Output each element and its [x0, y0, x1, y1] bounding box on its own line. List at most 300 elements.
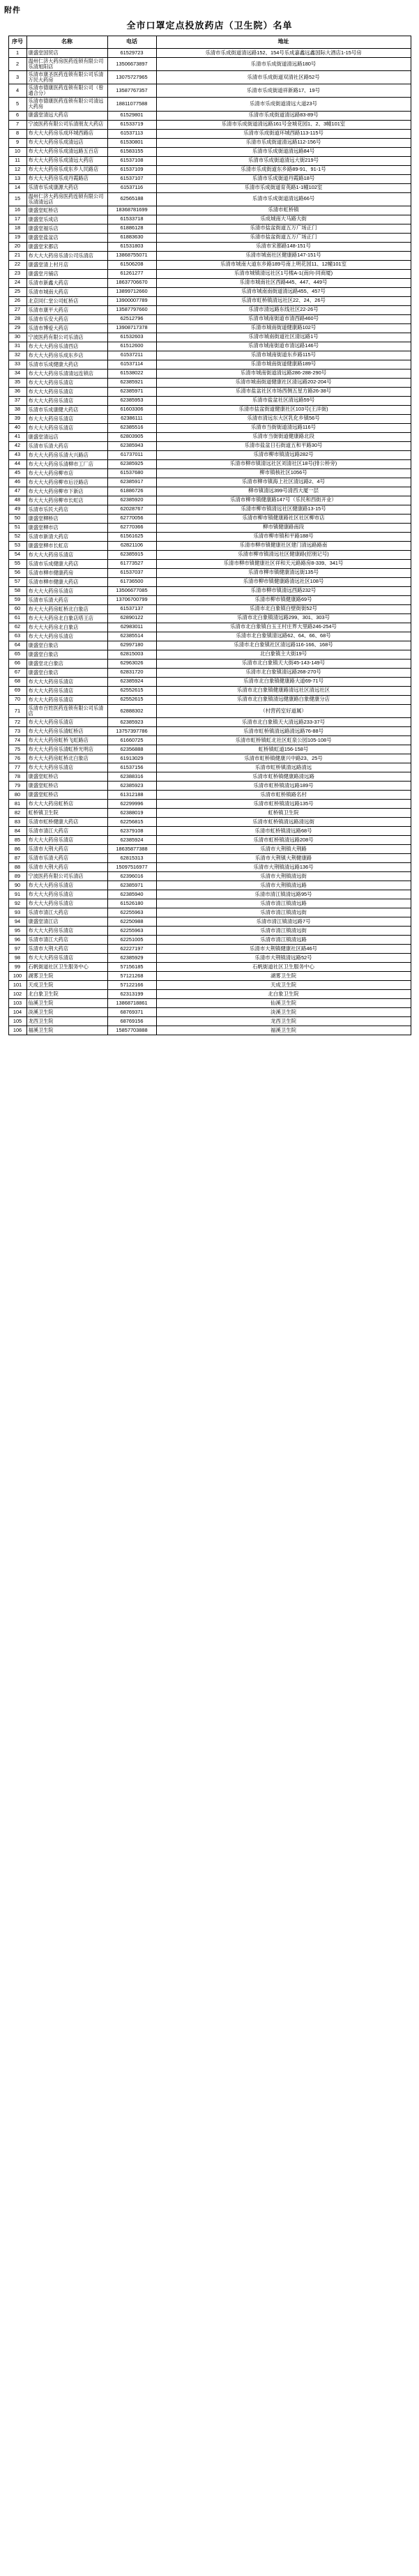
row-address: 乐清市清江镇清远路7号	[156, 917, 411, 926]
row-address: 乐清市大荆镇清远路136号	[156, 862, 411, 871]
table-row	[8, 881, 411, 890]
row-name: 康盛堂白象店	[26, 668, 107, 677]
row-address: 乐清市乐成街道清远路152、154号乐成嘉鑫远鑫国际大酒店1-15号房	[156, 49, 411, 58]
row-phone: 62313199	[107, 989, 156, 998]
table-row	[8, 799, 411, 808]
row-address: 仙溪卫生院	[156, 998, 411, 1007]
row-name: 乐清市乐成康健大药店	[26, 405, 107, 414]
table-row	[8, 641, 411, 650]
row-name: 布大大大药房乐清公司乐清店	[26, 251, 107, 260]
row-name: 乐清市柳市健康药房	[26, 568, 107, 577]
row-phone: 62385924	[107, 835, 156, 844]
row-phone: 62385921	[107, 378, 156, 387]
row-address: 乐清市城南街道健康路189号	[156, 360, 411, 369]
table-row	[8, 459, 411, 468]
row-name: 乐清市大荆大药店	[26, 844, 107, 853]
col-name: 名称	[26, 36, 107, 49]
row-phone: 13506677085	[107, 586, 156, 595]
row-phone: 13900007789	[107, 296, 156, 305]
row-address: 乐清市城南南街道清远路455、457号	[156, 287, 411, 296]
table-row	[8, 174, 411, 183]
row-name: 布大大大药房乐清店	[26, 686, 107, 695]
row-address: 乐清市乐成街道清远路180号	[156, 58, 411, 71]
row-address: 天成卫生院	[156, 980, 411, 989]
row-index: 97	[8, 944, 26, 953]
row-address: 乐清市乐成街道清远路83-89号	[156, 111, 411, 120]
row-index: 103	[8, 998, 26, 1007]
page-title: 全市口罩定点投放药店（卫生院）名单	[126, 20, 293, 31]
row-address: 乐清市北白象镇健康路清远社区清远社区	[156, 686, 411, 695]
row-index: 102	[8, 989, 26, 998]
row-phone: 62388019	[107, 808, 156, 817]
row-address: 乐清市北白象镇天大清远路233-37号	[156, 717, 411, 726]
row-index: 4	[8, 84, 26, 98]
row-index: 92	[8, 899, 26, 908]
row-index: 85	[8, 835, 26, 844]
row-address: 乐清市乐成街道清远路112-156号	[156, 138, 411, 147]
row-address: 乐清市乐成街道清远大道23号	[156, 98, 411, 111]
row-index: 98	[8, 953, 26, 962]
row-phone: 62255963	[107, 908, 156, 917]
table-row	[8, 287, 411, 296]
row-name: 乐清市博爱大药店	[26, 323, 107, 333]
row-phone: 62251005	[107, 935, 156, 944]
row-phone: 61512600	[107, 342, 156, 351]
row-index: 58	[8, 586, 26, 595]
table-row	[8, 269, 411, 278]
row-name: 布大大大药房乐清虹桥光明店	[26, 745, 107, 754]
row-phone: 62815003	[107, 650, 156, 659]
row-address: 淡溪卫生院	[156, 1007, 411, 1016]
row-phone: 62963026	[107, 659, 156, 668]
row-phone: 62565188	[107, 192, 156, 206]
row-index: 33	[8, 360, 26, 369]
row-phone: 18368781699	[107, 206, 156, 215]
row-phone: 62803905	[107, 432, 156, 441]
row-address: 乐清市虹桥镇清远社区22、24、26号	[156, 296, 411, 305]
pharmacy-table	[8, 36, 411, 1035]
row-name: 乐清市乐清大药店	[26, 441, 107, 450]
table-row	[8, 441, 411, 450]
row-index: 16	[8, 206, 26, 215]
table-row	[8, 215, 411, 224]
row-name: 康盛堂虹桥店	[26, 790, 107, 799]
row-phone: 62815313	[107, 853, 156, 862]
row-address: 乐清市城南街道清远路286-288-290号	[156, 369, 411, 378]
row-name: 乐清市柳市健康大药店	[26, 577, 107, 586]
row-address: 乐清市虹桥镇虹北社区虹泉公园105-108号	[156, 736, 411, 745]
table-row	[8, 58, 411, 71]
row-index: 66	[8, 659, 26, 668]
row-address: 北白象卫生院	[156, 989, 411, 998]
row-phone: 62997180	[107, 641, 156, 650]
row-name: 康盛堂柳市店	[26, 523, 107, 532]
table-row	[8, 532, 411, 541]
row-name: 乐清市大荆大药店	[26, 862, 107, 871]
row-name: 康盛堂虹桥店	[26, 206, 107, 215]
row-index: 99	[8, 962, 26, 971]
table-row	[8, 604, 411, 613]
row-address: 柳市镇健康路南段	[156, 523, 411, 532]
table-row	[8, 206, 411, 215]
row-address: 乐清市当街街道健康路北段	[156, 432, 411, 441]
table-row	[8, 568, 411, 577]
table-row	[8, 586, 411, 595]
table-body	[8, 49, 411, 1035]
row-address: 乐清市虹桥镇健康兴中路23、25号	[156, 754, 411, 763]
row-name: 乐清市乐安大药店	[26, 314, 107, 323]
row-name: 布大大大药房乐成清远路五百店	[26, 147, 107, 156]
row-index: 63	[8, 632, 26, 641]
row-phone: 68769371	[107, 1007, 156, 1016]
row-name: 布大大大药房乐清店	[26, 414, 107, 423]
table-row	[8, 595, 411, 604]
row-phone: 13757397786	[107, 726, 156, 736]
row-phone: 61530801	[107, 138, 156, 147]
row-phone: 61883630	[107, 233, 156, 242]
row-address: 乐清市虹桥镇清远路135号	[156, 799, 411, 808]
row-name: 布大大大药房乐成清远大药店	[26, 156, 107, 165]
table-row	[8, 826, 411, 835]
row-address: 虹桥镇卫生院	[156, 808, 411, 817]
row-name: 北白象卫生院	[26, 989, 107, 998]
row-address: 乐清市大荆镇清远路	[156, 881, 411, 890]
row-phone: 13706700799	[107, 595, 156, 604]
table-row	[8, 989, 411, 998]
row-address: 乐清市城南街道市清远路146号	[156, 342, 411, 351]
row-index: 47	[8, 487, 26, 496]
row-address: 乐清市柳市镇健康路清远社区108号	[156, 577, 411, 586]
row-index: 13	[8, 174, 26, 183]
table-row	[8, 260, 411, 269]
row-phone: 62385971	[107, 881, 156, 890]
row-phone: 61537114	[107, 360, 156, 369]
table-row	[8, 736, 411, 745]
row-address: 乐清市城南街道东乡路115号	[156, 351, 411, 360]
row-phone: 13868755071	[107, 251, 156, 260]
row-phone: 62256815	[107, 817, 156, 826]
row-index: 65	[8, 650, 26, 659]
row-name: 布大大大药房乐清店	[26, 423, 107, 432]
row-index: 72	[8, 717, 26, 726]
row-name: 布大大大药房北白象店	[26, 623, 107, 632]
row-name: 布大大大药房乐成丹霞路店	[26, 174, 107, 183]
row-index: 60	[8, 604, 26, 613]
row-address: 乐清市盐盆社区清远路59号	[156, 396, 411, 405]
row-phone: 62983011	[107, 623, 156, 632]
row-address: 乐清市柳市镇健康社区祥和天元路路房8-339、341号	[156, 559, 411, 568]
row-name: 康盛堂乐成店	[26, 215, 107, 224]
row-phone: 18811077588	[107, 98, 156, 111]
row-address: 乐清市宋都路148-151号	[156, 242, 411, 251]
table-row	[8, 754, 411, 763]
row-phone: 15857703888	[107, 1026, 156, 1035]
table-row	[8, 772, 411, 781]
row-name: 乐清市新清大药店	[26, 532, 107, 541]
row-address: 乐清市城镇清远社区1号楼A-1(南向-同商厦)	[156, 269, 411, 278]
row-phone: 62028767	[107, 505, 156, 514]
row-index: 17	[8, 215, 26, 224]
row-address: 乐清市柳市镇健康社区建门清远路路南	[156, 541, 411, 550]
row-name: 布大大大药房柳市长虹店	[26, 496, 107, 505]
row-index: 73	[8, 726, 26, 736]
table-row	[8, 817, 411, 826]
row-index: 79	[8, 781, 26, 790]
table-row	[8, 677, 411, 686]
row-index: 76	[8, 754, 26, 763]
row-phone: 61603306	[107, 405, 156, 414]
row-name: 乐清市清江大药店	[26, 826, 107, 835]
table-row	[8, 129, 411, 138]
row-address: 乐清市乐成街道清远大街219号	[156, 156, 411, 165]
row-address: 乐清市大荆镇大荆路	[156, 844, 411, 853]
row-address: 乐清市柳市镇和平路188号	[156, 532, 411, 541]
table-row	[8, 120, 411, 129]
row-phone: 62385929	[107, 953, 156, 962]
row-address: 乐清市盐盆街道五万广场正门	[156, 224, 411, 233]
table-row	[8, 360, 411, 369]
row-address: 乐清市乐成街道环城西路113-115号	[156, 129, 411, 138]
row-phone: 61261277	[107, 269, 156, 278]
row-name: 福溪卫生院	[26, 1026, 107, 1035]
row-phone: 18637706670	[107, 278, 156, 287]
row-address: 乐清市盐盆街道五万广场正门	[156, 233, 411, 242]
row-name: 布大大大药房乐清西店	[26, 342, 107, 351]
row-index: 21	[8, 251, 26, 260]
table-row	[8, 314, 411, 323]
row-name: 康盛堂柳市长虹店	[26, 541, 107, 550]
table-row	[8, 686, 411, 695]
row-name: 布大大大药房乐成东乡店	[26, 351, 107, 360]
row-name: 布大大大药房乐清店	[26, 890, 107, 899]
row-index: 74	[8, 736, 26, 745]
row-name: 布大大大药房虹桥北白象店	[26, 604, 107, 613]
row-address: 乐清市乐成街道祥新路17、19号	[156, 84, 411, 98]
row-index: 100	[8, 971, 26, 980]
row-address: 乐成城南大马路大街	[156, 215, 411, 224]
table-row	[8, 138, 411, 147]
table-row	[8, 908, 411, 917]
row-index: 24	[8, 278, 26, 287]
row-name: 康盛堂白象店	[26, 641, 107, 650]
row-phone: 61537107	[107, 174, 156, 183]
row-index: 3	[8, 71, 26, 84]
row-name: 布大大大药房乐清店	[26, 632, 107, 641]
table-row	[8, 971, 411, 980]
row-address: 乐清市北白象镇社区清远路116-166、168号	[156, 641, 411, 650]
row-address: 乐清市柳市镇清远社区健康路13-15号	[156, 505, 411, 514]
table-row	[8, 333, 411, 342]
row-index: 48	[8, 496, 26, 505]
row-address: 乐清市城南街道社区清远路1号	[156, 333, 411, 342]
table-row	[8, 890, 411, 899]
row-name: 康盛堂清远店	[26, 432, 107, 441]
row-phone: 61538022	[107, 369, 156, 378]
row-phone: 62385953	[107, 396, 156, 405]
row-name: 布大大大药房乐清店	[26, 763, 107, 772]
row-address: 乐清市柳市镇清远社区健康路(招朋记号)	[156, 550, 411, 559]
row-name: 乐清市乐成康源大药店	[26, 183, 107, 192]
row-name: 布大大大药房乐清店	[26, 926, 107, 935]
row-phone: 62831720	[107, 668, 156, 677]
table-row	[8, 111, 411, 120]
row-address: 乐清市虹桥镇清远路清远路76-88号	[156, 726, 411, 736]
row-address: 乐清市大荆镇清远路52号	[156, 953, 411, 962]
table-row	[8, 717, 411, 726]
row-index: 67	[8, 668, 26, 677]
row-address: 乐清市城南街道市清西路460号	[156, 314, 411, 323]
table-row	[8, 305, 411, 314]
table-row	[8, 342, 411, 351]
row-name: 宁波医药有限公司乐清店	[26, 333, 107, 342]
row-index: 87	[8, 853, 26, 862]
row-address: 乐清市柳市镇健康路69号	[156, 595, 411, 604]
row-name: 布大大大药房乐清店	[26, 695, 107, 704]
col-address: 地址	[156, 36, 411, 49]
table-row	[8, 156, 411, 165]
row-address: 乐清市柳市镇海上社区清远路2、4号	[156, 478, 411, 487]
row-phone: 62821106	[107, 541, 156, 550]
row-index: 51	[8, 523, 26, 532]
table-row	[8, 926, 411, 935]
row-name: 乐清市虹桥健康大药店	[26, 817, 107, 826]
row-phone: 62255963	[107, 926, 156, 935]
row-phone: 13506673897	[107, 58, 156, 71]
row-address: 乐清市北白象镇天大街45-143-149号	[156, 659, 411, 668]
row-name: 淡溪卫生院	[26, 1007, 107, 1016]
table-row	[8, 953, 411, 962]
row-index: 14	[8, 183, 26, 192]
row-address: 乐清市柳市镇健康清远街135号	[156, 568, 411, 577]
row-address: 乐清市清远东大区乳化乡镇56号	[156, 414, 411, 423]
row-index: 89	[8, 871, 26, 881]
table-row	[8, 514, 411, 523]
row-phone: 61660725	[107, 736, 156, 745]
row-index: 57	[8, 577, 26, 586]
table-row	[8, 745, 411, 754]
row-name: 布大大大药房乐清清远连锁店	[26, 369, 107, 378]
row-name: 温州仁济大药房医药连锁有限公司乐清旭阳店	[26, 58, 107, 71]
row-address: 乐清市虹桥镇清远路208号	[156, 835, 411, 844]
row-index: 96	[8, 935, 26, 944]
row-phone: 61886726	[107, 487, 156, 496]
row-name: 康盛堂柳桥店	[26, 514, 107, 523]
table-row	[8, 323, 411, 333]
row-address: 乐清市城南社区健康路147-151号	[156, 251, 411, 260]
row-index: 8	[8, 129, 26, 138]
row-address: 乐清市北白象镇健康路大道69-71号	[156, 677, 411, 686]
table-row	[8, 165, 411, 174]
row-name: 布大大大药房乐成清远店	[26, 138, 107, 147]
row-address: 乐清市北白象镇清远路62、64、66、68号	[156, 632, 411, 641]
table-row	[8, 84, 411, 98]
row-name: 乐清市德康医药连锁有限公司（曾通合分）	[26, 84, 107, 98]
table-row	[8, 541, 411, 550]
row-address: 乐清市柳市镇清远社区刘清社区18号(排公桥旁)	[156, 459, 411, 468]
row-index: 23	[8, 269, 26, 278]
row-name: 温州仁济大药房医药连锁有限公司乐清清远店	[26, 192, 107, 206]
row-name: 乐清市大荆大药店	[26, 944, 107, 953]
row-phone: 62388316	[107, 772, 156, 781]
row-index: 12	[8, 165, 26, 174]
row-phone: 61537156	[107, 763, 156, 772]
row-index: 2	[8, 58, 26, 71]
row-phone: 61537680	[107, 468, 156, 478]
table-row	[8, 378, 411, 387]
row-address: 乐清市北白象镇白玉王村庄界大里路246-254号	[156, 623, 411, 632]
row-phone: 62227197	[107, 944, 156, 953]
row-index: 40	[8, 423, 26, 432]
row-phone: 13075727965	[107, 71, 156, 84]
row-index: 11	[8, 156, 26, 165]
table-row	[8, 369, 411, 378]
row-name: 布大大大药房乐清店	[26, 586, 107, 595]
table-row	[8, 781, 411, 790]
row-phone: 61737011	[107, 450, 156, 459]
row-address: 乐清市清江镇清远路	[156, 899, 411, 908]
table-row	[8, 944, 411, 953]
row-index: 55	[8, 559, 26, 568]
row-address: 龙西卫生院	[156, 1016, 411, 1026]
row-address: 乐清市虹桥镇清远路68号	[156, 826, 411, 835]
row-phone: 61312188	[107, 790, 156, 799]
row-name: 布大大大药房北白象店塔王店	[26, 613, 107, 623]
row-name: 康盛堂福乐店	[26, 224, 107, 233]
row-phone: 18635877388	[107, 844, 156, 853]
table-row	[8, 405, 411, 414]
row-address: 乐清市柳市镇清远路282号	[156, 450, 411, 459]
row-name: 乐清市新鑫大药店	[26, 278, 107, 287]
table-row	[8, 808, 411, 817]
row-phone: 62552615	[107, 686, 156, 695]
row-name: 湖雾卫生院	[26, 971, 107, 980]
row-phone: 57121268	[107, 971, 156, 980]
row-name: 布大大大药房乐清店	[26, 677, 107, 686]
row-index: 95	[8, 926, 26, 935]
row-index: 101	[8, 980, 26, 989]
row-phone: 61913029	[107, 754, 156, 763]
row-index: 26	[8, 296, 26, 305]
row-phone: 61533719	[107, 120, 156, 129]
row-index: 56	[8, 568, 26, 577]
row-name: 北京同仁堂公司虹桥店	[26, 296, 107, 305]
row-name: 布大大大药房虹桥飞虹路店	[26, 736, 107, 745]
row-phone: 61506208	[107, 260, 156, 269]
table-row	[8, 998, 411, 1007]
row-index: 30	[8, 333, 26, 342]
row-address: 北白象镇主大街19号	[156, 650, 411, 659]
row-name: 布大大大药房乐清店	[26, 835, 107, 844]
table-row	[8, 577, 411, 586]
row-index: 39	[8, 414, 26, 423]
row-name: 乐清市德康医药连锁有限公司清远大药房	[26, 98, 107, 111]
row-address: 乐清市城南社区西路445、447、449号	[156, 278, 411, 287]
table-row	[8, 623, 411, 632]
table-row	[8, 396, 411, 405]
table-row	[8, 917, 411, 926]
table-row	[8, 49, 411, 58]
row-phone: 61537037	[107, 568, 156, 577]
row-address: 乐清市清江镇清远街	[156, 908, 411, 917]
row-index: 69	[8, 686, 26, 695]
row-name: 康盛堂清上村月店	[26, 260, 107, 269]
row-phone: 62385917	[107, 478, 156, 487]
row-phone: 62385924	[107, 677, 156, 686]
row-index: 43	[8, 450, 26, 459]
row-address: 乐清市大荆镇健康社区路46号	[156, 944, 411, 953]
row-address: 乐清市北白象镇清远路299、301、303号	[156, 613, 411, 623]
row-phone: 61537108	[107, 156, 156, 165]
